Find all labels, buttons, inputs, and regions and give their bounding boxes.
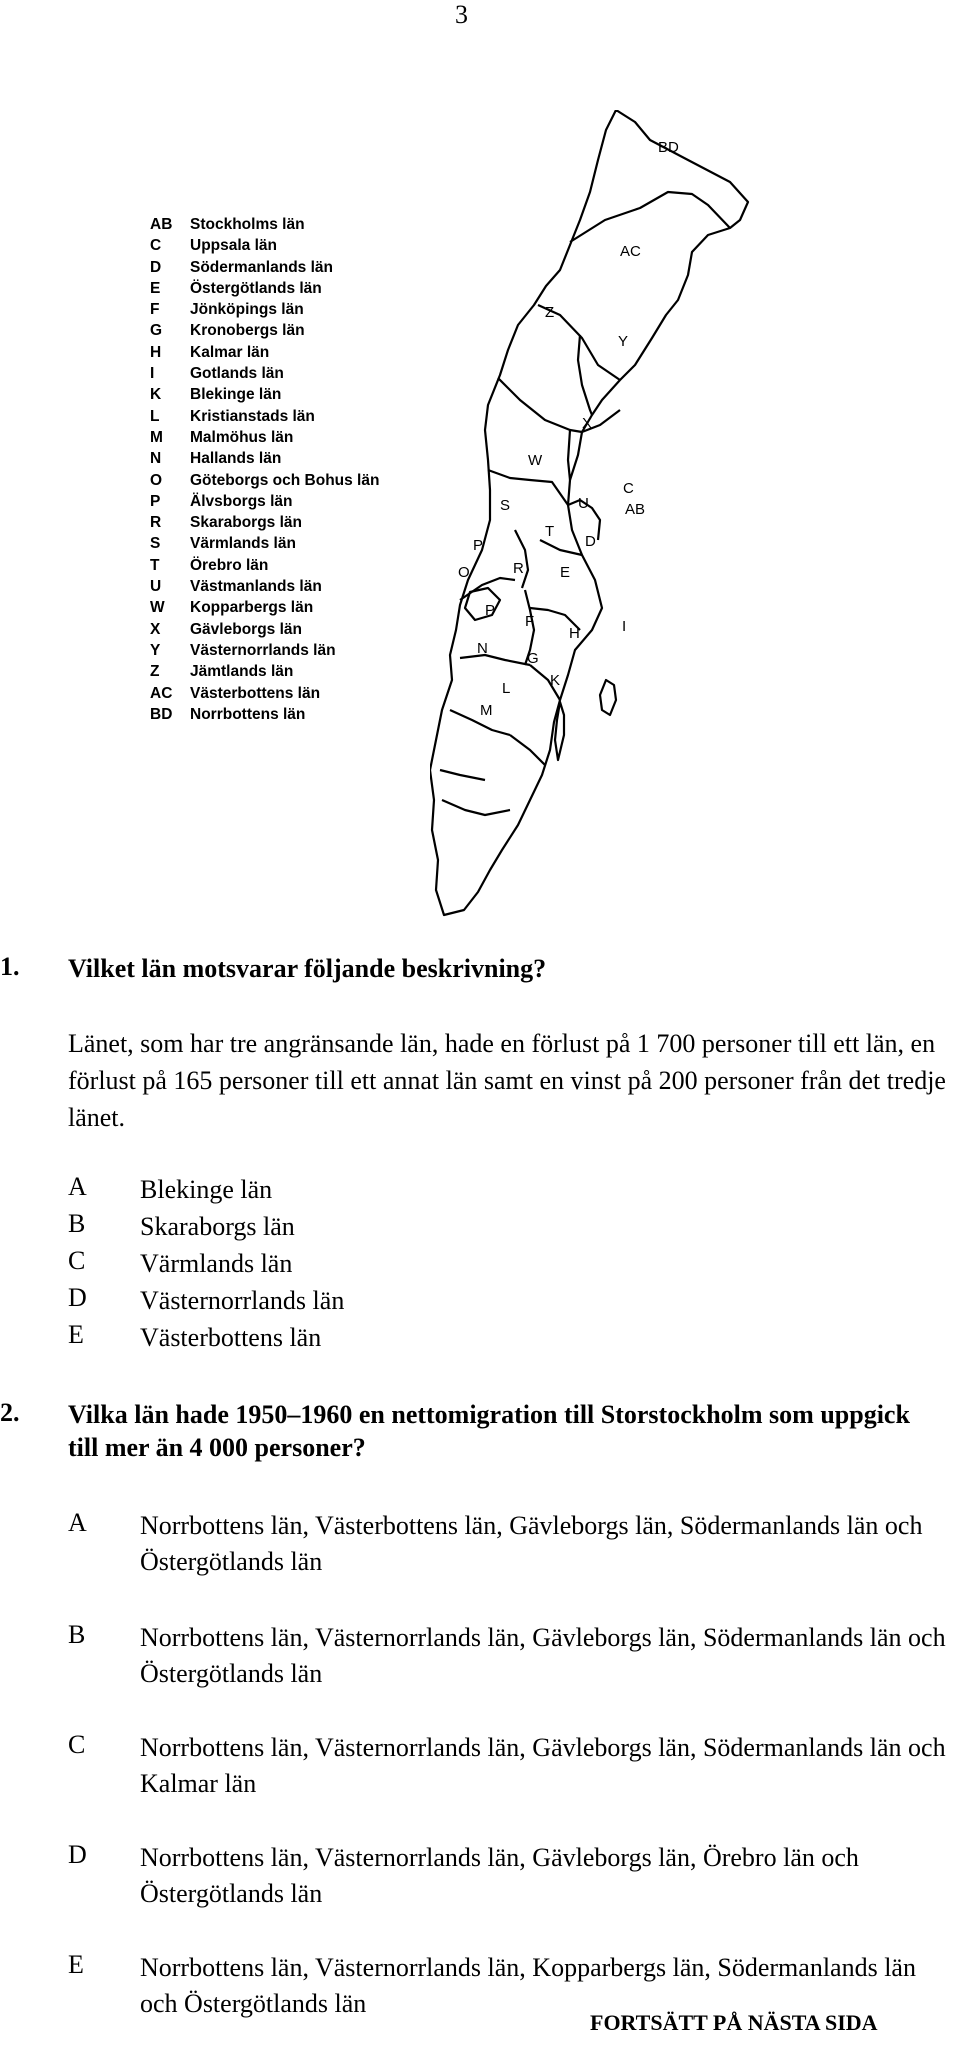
legend-name: Malmöhus län bbox=[190, 428, 294, 446]
border-z-y bbox=[578, 335, 592, 415]
map-label-z: Z bbox=[545, 304, 555, 321]
sweden-county-map bbox=[430, 110, 750, 920]
legend-name: Västmanlands län bbox=[190, 578, 322, 596]
map-label-f: F bbox=[525, 613, 535, 630]
legend-row bbox=[150, 683, 450, 704]
border-n-l bbox=[440, 770, 485, 780]
legend-code: Z bbox=[150, 663, 160, 681]
legend-row bbox=[150, 640, 450, 661]
map-label-w: W bbox=[528, 452, 543, 469]
q1-option-e-text[interactable]: Västerbottens län bbox=[140, 1323, 322, 1352]
legend-row bbox=[150, 533, 450, 554]
legend-code: K bbox=[150, 386, 162, 404]
border-z-w bbox=[498, 378, 582, 432]
legend-code: AC bbox=[150, 684, 173, 702]
legend-row bbox=[150, 278, 450, 299]
legend-code: M bbox=[150, 428, 163, 446]
legend-row bbox=[150, 512, 450, 533]
legend-name: Hallands län bbox=[190, 450, 282, 468]
legend-code: O bbox=[150, 471, 163, 489]
map-label-ac: AC bbox=[620, 243, 641, 260]
legend-name: Gotlands län bbox=[190, 365, 284, 383]
q2-option-e-text[interactable]: Norrbottens län, Västernorrlands län, Kopparbergs län, Södermanlands län och Östergötlands län bbox=[140, 1953, 916, 2018]
gotland-island bbox=[600, 680, 616, 715]
q2-option-b-text[interactable]: Norrbottens län, Västernorrlands län, Gävleborgs län, Södermanlands län och Östergötlands län bbox=[140, 1623, 946, 1688]
legend-name: Kristianstads län bbox=[190, 407, 315, 425]
q2-option-a-text[interactable]: Norrbottens län, Västerbottens län, Gävleborgs län, Södermanlands län och Östergötlands län bbox=[140, 1511, 923, 1576]
legend-code: U bbox=[150, 578, 162, 596]
map-label-i: I bbox=[622, 618, 627, 635]
legend-row bbox=[150, 470, 450, 491]
legend-code: Y bbox=[150, 641, 161, 659]
legend-code: AB bbox=[150, 216, 173, 233]
legend-code: D bbox=[150, 258, 162, 276]
legend-code: W bbox=[150, 599, 165, 617]
border-u-d bbox=[540, 540, 582, 555]
legend-row bbox=[150, 555, 450, 576]
question-2-title: Vilka län hade 1950–1960 en nettomigration till Storstockholm som uppgick till mer än 4 000 personer? bbox=[68, 1400, 910, 1462]
map-label-m: M bbox=[480, 702, 493, 719]
legend-row bbox=[150, 363, 450, 384]
legend-row bbox=[150, 619, 450, 640]
legend-row bbox=[150, 427, 450, 448]
legend-code: C bbox=[150, 237, 162, 255]
q2-option-d-text[interactable]: Norrbottens län, Västernorrlands län, Gävleborgs län, Örebro län och Östergötlands län bbox=[140, 1843, 859, 1908]
map-label-d: D bbox=[585, 533, 596, 550]
page-number: 3 bbox=[455, 0, 468, 29]
map-label-p1: P bbox=[473, 537, 484, 554]
map-label-bd: BD bbox=[658, 139, 679, 156]
legend-row bbox=[150, 491, 450, 512]
legend-name: Örebro län bbox=[190, 556, 269, 574]
legend-row bbox=[150, 257, 450, 278]
q1-option-c-text[interactable]: Värmlands län bbox=[140, 1249, 293, 1278]
question-1-text: Länet, som har tre angränsande län, hade en förlust på 1 700 personer till ett län, en förlust på 165 personer till ett annat län samt en vinst på 200 personer från det tredje länet. bbox=[68, 1029, 946, 1132]
q2-option-b-letter[interactable]: B bbox=[68, 1620, 86, 1649]
legend-row bbox=[150, 342, 450, 363]
q2-option-c-text[interactable]: Norrbottens län, Västernorrlands län, Gävleborgs län, Södermanlands län och Kalmar län bbox=[140, 1733, 946, 1798]
legend-row bbox=[150, 448, 450, 469]
legend-row bbox=[150, 384, 450, 405]
legend-name: Skaraborgs län bbox=[190, 514, 302, 532]
q2-option-a-letter[interactable]: A bbox=[68, 1508, 87, 1537]
legend-row bbox=[150, 299, 450, 320]
map-label-g: G bbox=[527, 650, 539, 667]
map-label-c: C bbox=[623, 480, 634, 497]
q1-option-d-text[interactable]: Västernorrlands län bbox=[140, 1286, 345, 1315]
legend-name: Jönköpings län bbox=[190, 301, 304, 319]
question-1-number: 1. bbox=[0, 952, 20, 981]
legend-code: L bbox=[150, 407, 160, 425]
map-label-x: X bbox=[582, 415, 593, 432]
legend-code: T bbox=[150, 556, 160, 574]
legend-name: Kopparbergs län bbox=[190, 599, 314, 617]
q1-option-b-letter[interactable]: B bbox=[68, 1209, 86, 1238]
map-label-n: N bbox=[477, 640, 488, 657]
legend-name: Gävleborgs län bbox=[190, 620, 302, 638]
border-l-m bbox=[442, 800, 510, 815]
q2-option-e-letter[interactable]: E bbox=[68, 1950, 84, 1979]
map-label-e: E bbox=[560, 564, 571, 581]
legend-code: G bbox=[150, 322, 163, 340]
county-legend bbox=[150, 214, 450, 725]
q1-option-a-text[interactable]: Blekinge län bbox=[140, 1175, 273, 1204]
legend-row bbox=[150, 704, 450, 725]
legend-name: Älvsborgs län bbox=[190, 492, 293, 510]
map-label-r: R bbox=[513, 560, 524, 577]
legend-name: Värmlands län bbox=[190, 535, 296, 553]
legend-code: H bbox=[150, 343, 162, 361]
continue-next-page-note: FORTSÄTT PÅ NÄSTA SIDA bbox=[590, 2010, 878, 2035]
legend-name: Kalmar län bbox=[190, 343, 270, 361]
map-label-l: L bbox=[502, 680, 511, 697]
border-g-k bbox=[510, 735, 545, 765]
map-label-u: U bbox=[578, 495, 589, 512]
question-1-title: Vilket län motsvarar följande beskrivning? bbox=[68, 954, 547, 983]
legend-code: S bbox=[150, 535, 161, 553]
q2-option-c-letter[interactable]: C bbox=[68, 1730, 86, 1759]
question-2-number: 2. bbox=[0, 1398, 20, 1427]
border-bd-ac bbox=[570, 192, 730, 242]
q1-option-c-letter[interactable]: C bbox=[68, 1246, 86, 1275]
map-label-t: T bbox=[545, 523, 555, 540]
legend-name: Göteborgs och Bohus län bbox=[190, 471, 380, 489]
legend-row bbox=[150, 597, 450, 618]
legend-code: X bbox=[150, 620, 161, 638]
map-label-ab: AB bbox=[625, 501, 646, 518]
legend-code: R bbox=[150, 514, 162, 532]
legend-name: Uppsala län bbox=[190, 237, 277, 255]
q1-option-d-letter[interactable]: D bbox=[68, 1283, 87, 1312]
map-label-k: K bbox=[550, 672, 561, 689]
legend-row bbox=[150, 235, 450, 256]
q2-option-d-letter[interactable]: D bbox=[68, 1840, 87, 1869]
legend-name: Västernorrlands län bbox=[190, 641, 336, 659]
legend-code: F bbox=[150, 301, 160, 319]
legend-name: Södermanlands län bbox=[190, 258, 333, 276]
legend-name: Blekinge län bbox=[190, 386, 282, 404]
legend-name: Kronobergs län bbox=[190, 322, 305, 340]
border-w-x bbox=[568, 430, 570, 480]
q1-option-e-letter[interactable]: E bbox=[68, 1320, 84, 1349]
map-label-s: S bbox=[500, 497, 511, 514]
map-label-y: Y bbox=[618, 333, 629, 350]
legend-row bbox=[150, 661, 450, 682]
border-p-f bbox=[460, 655, 530, 665]
legend-code: BD bbox=[150, 705, 173, 723]
map-label-h: H bbox=[569, 625, 580, 642]
border-t bbox=[515, 530, 528, 588]
legend-name: Norrbottens län bbox=[190, 705, 306, 723]
q1-option-b-text[interactable]: Skaraborgs län bbox=[140, 1212, 295, 1241]
legend-name: Östergötlands län bbox=[190, 279, 322, 297]
legend-code: I bbox=[150, 365, 155, 383]
map-label-p2: P bbox=[485, 602, 496, 619]
legend-name: Jämtlands län bbox=[190, 663, 294, 681]
legend-code: N bbox=[150, 450, 162, 468]
legend-row bbox=[150, 576, 450, 597]
map-label-o: O bbox=[458, 564, 470, 581]
legend-name: Stockholms län bbox=[190, 216, 305, 233]
legend-row bbox=[150, 320, 450, 341]
legend-name: Västerbottens län bbox=[190, 684, 321, 702]
q1-option-a-letter[interactable]: A bbox=[68, 1172, 87, 1201]
legend-row bbox=[150, 214, 450, 235]
legend-code: E bbox=[150, 279, 161, 297]
legend-code: P bbox=[150, 492, 161, 510]
legend-row bbox=[150, 406, 450, 427]
